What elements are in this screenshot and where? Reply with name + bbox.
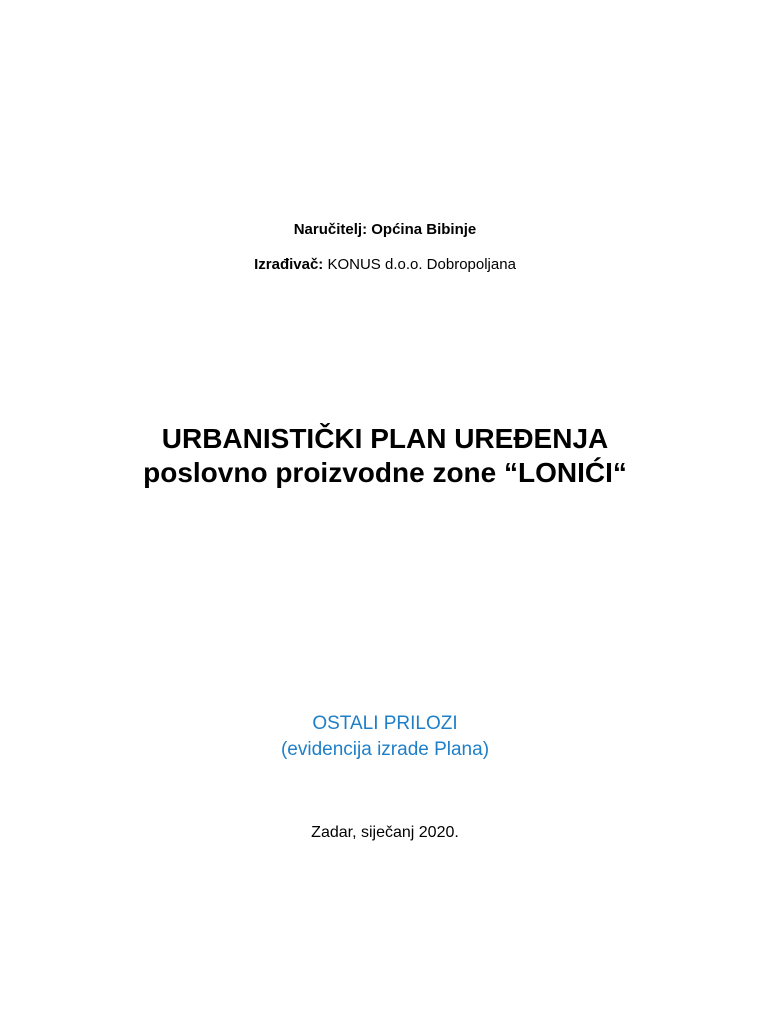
section-subtitle: (evidencija izrade Plana)	[280, 739, 490, 760]
document-title-line-2: poslovno proizvodne zone “LONIĆI“	[143, 457, 627, 488]
document-title-line-1: URBANISTIČKI PLAN UREĐENJA	[161, 423, 609, 454]
section-title: OSTALI PRILOZI	[312, 713, 458, 734]
author-label: Izrađivač:	[254, 256, 324, 273]
author-value: KONUS d.o.o. Dobropoljana	[327, 256, 516, 273]
place-date: Zadar, siječanj 2020.	[311, 824, 459, 841]
client-line: Naručitelj: Općina Bibinje	[293, 221, 477, 238]
author-line	[0, 255, 770, 275]
